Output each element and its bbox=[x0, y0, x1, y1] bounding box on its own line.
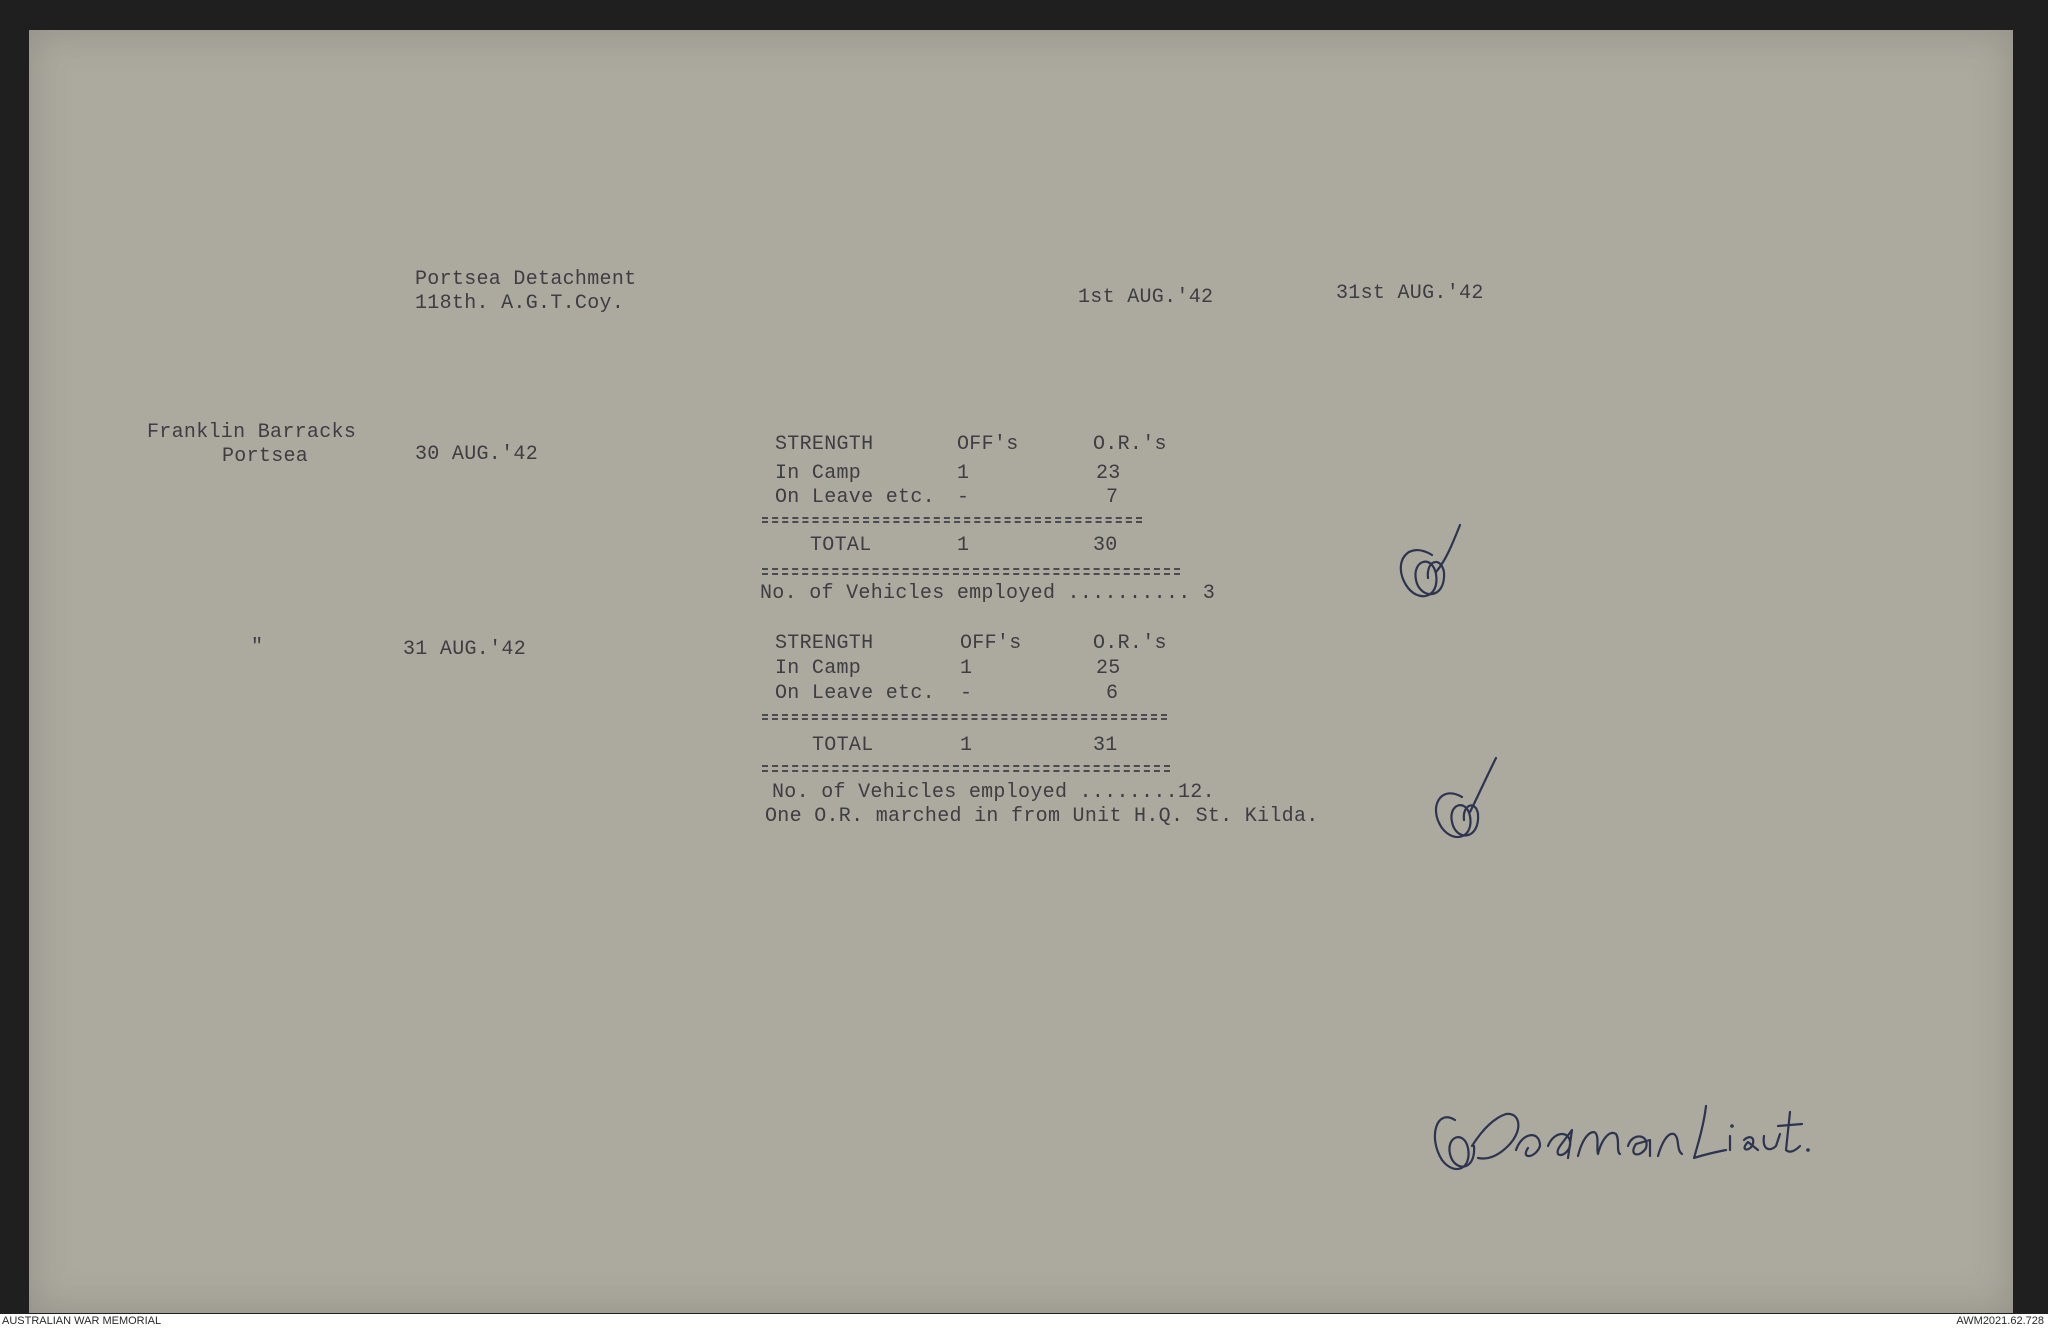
place-line2: Portsea bbox=[222, 445, 309, 468]
or-header: O.R.'s bbox=[1093, 632, 1167, 655]
strength-label: STRENGTH bbox=[775, 632, 874, 655]
row-label: In Camp bbox=[775, 462, 862, 485]
entry-date: 30 AUG.'42 bbox=[415, 443, 539, 466]
row-off: - bbox=[960, 682, 973, 705]
off-header: OFF's bbox=[960, 632, 1022, 655]
rule-line bbox=[762, 718, 1167, 720]
total-label: TOTAL bbox=[812, 734, 874, 757]
row-off: 1 bbox=[960, 657, 973, 680]
row-off: 1 bbox=[957, 462, 970, 485]
rule-line bbox=[762, 714, 1167, 716]
row-label: In Camp bbox=[775, 657, 862, 680]
rule-line bbox=[762, 521, 1142, 523]
row-label: On Leave etc. bbox=[775, 486, 935, 509]
vehicles-line: No. of Vehicles employed ........12. bbox=[772, 781, 1215, 804]
total-or: 31 bbox=[1093, 734, 1118, 757]
row-or: 6 bbox=[1106, 682, 1119, 705]
off-header: OFF's bbox=[957, 433, 1019, 456]
total-off: 1 bbox=[960, 734, 973, 757]
place-line1: Franklin Barracks bbox=[147, 421, 357, 444]
marched-in-note: One O.R. marched in from Unit H.Q. St. Kilda. bbox=[765, 805, 1319, 828]
unit-name-line1: Portsea Detachment bbox=[415, 268, 637, 291]
period-to: 31st AUG.'42 bbox=[1336, 282, 1484, 305]
catalogue-reference: AWM2021.62.728 bbox=[1956, 1315, 2044, 1327]
row-off: - bbox=[957, 486, 970, 509]
or-header: O.R.'s bbox=[1093, 433, 1167, 456]
row-or: 7 bbox=[1106, 486, 1119, 509]
rule-line bbox=[762, 770, 1170, 772]
row-label: On Leave etc. bbox=[775, 682, 935, 705]
period-from: 1st AUG.'42 bbox=[1078, 286, 1214, 309]
place-ditto-mark: " bbox=[251, 636, 264, 659]
total-label: TOTAL bbox=[810, 534, 872, 557]
row-or: 25 bbox=[1096, 657, 1121, 680]
rule-line bbox=[762, 573, 1180, 575]
row-or: 23 bbox=[1096, 462, 1121, 485]
total-or: 30 bbox=[1093, 534, 1118, 557]
vehicles-line: No. of Vehicles employed .......... 3 bbox=[760, 582, 1216, 605]
total-off: 1 bbox=[957, 534, 970, 557]
entry-date: 31 AUG.'42 bbox=[403, 638, 527, 661]
rule-line bbox=[762, 517, 1142, 519]
rule-line bbox=[762, 765, 1170, 767]
archive-name: AUSTRALIAN WAR MEMORIAL bbox=[2, 1315, 162, 1327]
archive-footer-bar bbox=[0, 1314, 2048, 1332]
paper-sheet bbox=[29, 30, 2013, 1313]
unit-name-line2: 118th. A.G.T.Coy. bbox=[415, 292, 625, 315]
strength-label: STRENGTH bbox=[775, 433, 874, 456]
rule-line bbox=[762, 568, 1180, 570]
